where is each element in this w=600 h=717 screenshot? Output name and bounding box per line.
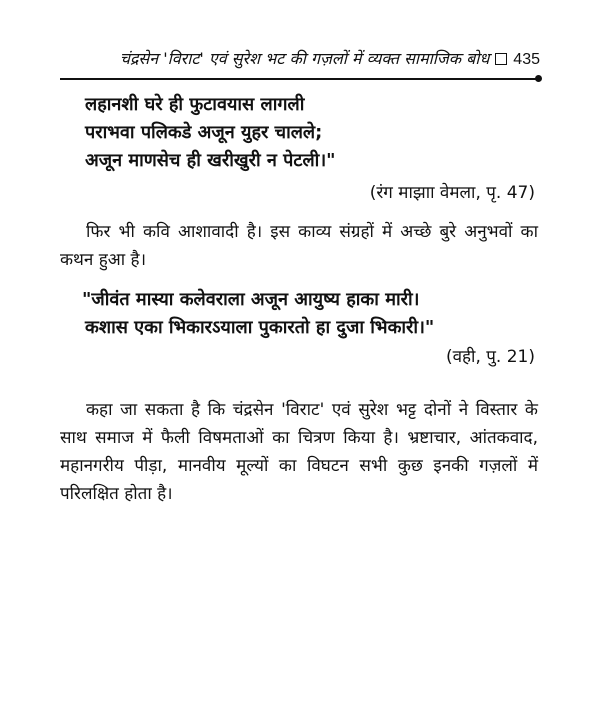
citation: (रंग माझाा वेमला, पृ. 47): [369, 183, 535, 203]
running-title: चंद्रसेन 'विराट' एवं सुरेश भट की गज़लों में व्यक्त सामाजिक बोध: [119, 49, 490, 68]
verse-line: कशास एका भिकारऽयाला पुकारतो हा दुजा भिकारी।": [85, 317, 435, 338]
square-bullet-icon: [495, 53, 507, 65]
verse-line: अजून माणसेच ही खरीखुरी न पेटली।": [85, 150, 336, 171]
verse-line: "जीवंत मास्या कलेवराला अजून आयुष्य हाका मारी।: [82, 289, 420, 310]
paragraph: फिर भी कवि आशावादी है। इस काव्य संग्रहों में अच्छे बुरे अनुभवों का कथन हुआ है।: [60, 222, 538, 270]
page-number: 435: [513, 51, 540, 68]
paragraph: कहा जा सकता है कि चंद्रसेन 'विराट' एवं सुरेश भट्ट दोनों ने विस्तार के साथ समाज में फैली विषमताओं का चित्रण किया है। भ्रष्टाचार, आंतकवाद, महानगरीय पीड़ा, मानवीय मूल्यों का विघटन सभी कुछ इनकी गज़लों में परिलक्षित होता है।: [60, 400, 538, 504]
citation: (वही, पु. 21): [445, 347, 535, 367]
running-header: [90, 47, 540, 69]
verse-line: पराभवा पलिकडे अजून युहर चालले;: [85, 122, 323, 143]
header-rule: [60, 78, 538, 80]
verse-line: लहानशी घरे ही फुटावयास लागली: [85, 94, 305, 115]
rule-end-dot: [535, 75, 542, 82]
